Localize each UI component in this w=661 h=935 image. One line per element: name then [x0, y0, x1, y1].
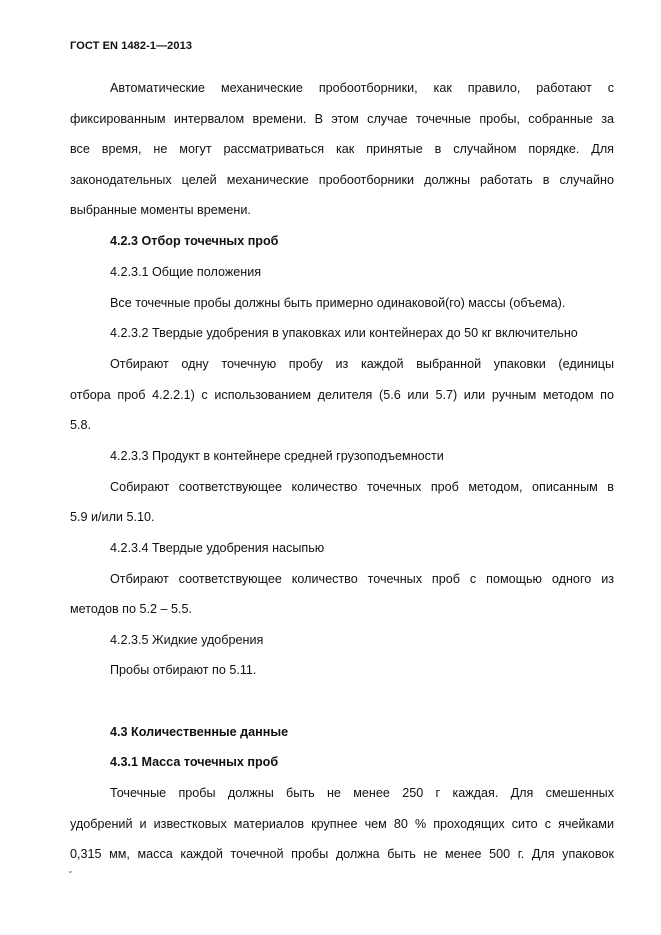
section-heading-4-3-1: 4.3.1 Масса точечных проб — [110, 755, 279, 769]
section-heading-4-2-3: 4.2.3 Отбор точечных проб — [110, 234, 279, 248]
paragraph-line: Отбирают одну точечную пробу из каждой выбранной упаковки (единицы — [110, 357, 614, 371]
paragraph-line: все время, не могут рассматриваться как принятые в случайном порядке. Для — [70, 142, 614, 156]
paragraph-line: законодательных целей механические пробоотборники должны работать в случайно — [70, 173, 614, 187]
section-heading-4-3: 4.3 Количественные данные — [110, 725, 289, 739]
paragraph-line: удобрений и известковых материалов крупнее чем 80 % проходящих сито с ячейками — [70, 817, 614, 831]
paragraph-line: выбранные моменты времени. — [70, 203, 251, 217]
subsection-heading-4-2-3-1: 4.2.3.1 Общие положения — [110, 265, 262, 279]
paragraph-line: Все точечные пробы должны быть примерно одинаковой(го) массы (объема). — [110, 296, 566, 310]
paragraph-line: 5.9 и/или 5.10. — [70, 510, 155, 524]
paragraph-line: Отбирают соответствующее количество точечных проб с помощью одного из — [110, 572, 614, 586]
paragraph-line: фиксированным интервалом времени. В этом случае точечные пробы, собранные за — [70, 112, 614, 126]
paragraph-line: 5.8. — [70, 418, 92, 432]
document-header: ГОСТ EN 1482-1—2013 — [70, 40, 193, 52]
subsection-heading-4-2-3-2: 4.2.3.2 Твердые удобрения в упаковках или контейнерах до 50 кг включительно — [110, 326, 578, 340]
paragraph-line: Пробы отбирают по 5.11. — [110, 663, 257, 677]
paragraph-line: отбора проб 4.2.2.1) с использованием делителя (5.6 или 5.7) или ручным методом по — [70, 388, 614, 402]
subsection-heading-4-2-3-4: 4.2.3.4 Твердые удобрения насыпью — [110, 541, 325, 555]
paragraph-line: Собирают соответствующее количество точечных проб методом, описанным в — [110, 480, 614, 494]
paragraph-line: Автоматические механические пробоотборники, как правило, работают с — [110, 81, 614, 95]
paragraph-line: Точечные пробы должны быть не менее 250 г каждая. Для смешенных — [110, 786, 614, 800]
subsection-heading-4-2-3-5: 4.2.3.5 Жидкие удобрения — [110, 633, 264, 647]
paragraph-line: 0,315 мм, масса каждой точечной пробы должна быть не менее 500 г. Для упаковок — [70, 847, 614, 861]
page-edge-fragment: ˘ — [69, 870, 72, 880]
paragraph-line: методов по 5.2 – 5.5. — [70, 602, 192, 616]
subsection-heading-4-2-3-3: 4.2.3.3 Продукт в контейнере средней грузоподъемности — [110, 449, 444, 463]
